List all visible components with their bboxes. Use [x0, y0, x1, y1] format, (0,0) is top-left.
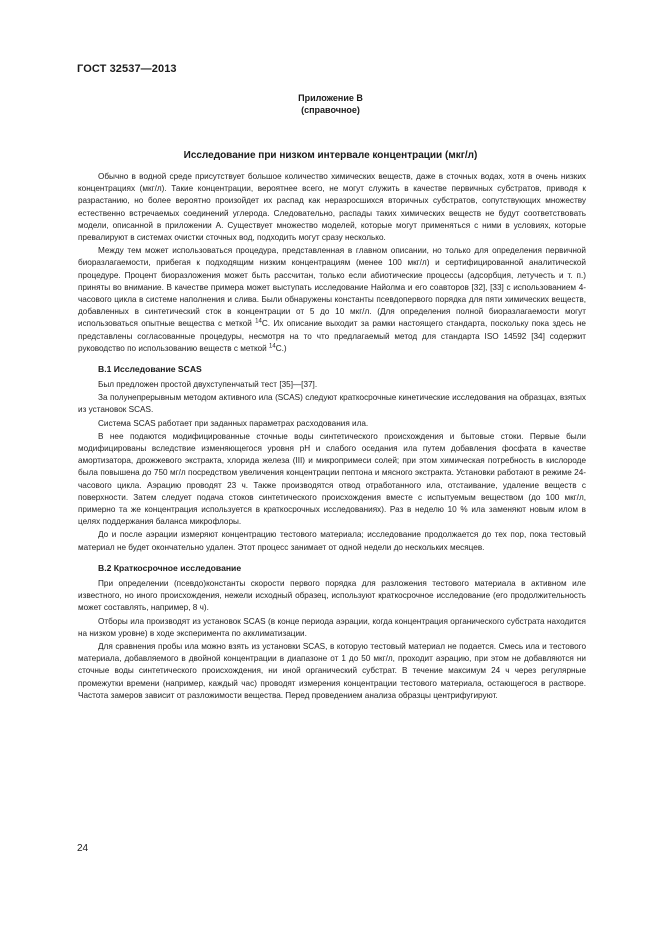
- section-b1-paragraph-4: В нее подаются модифицированные сточные воды синтетического происхождения и бытовые стоки. Первые были модифицированы вследствие изменяющегося уровня рН и слабого оседания ила путем добавления фосфата в качестве амортизатора, дрожжевого экстракта, хлорида железа (III) и микропримеси солей; при этом химическая потребность в кислороде была повышена до 750 мг/л посредством увеличения концентрации пептона и мясного экстракта. Установки работают в режиме 24-часового цикла. Аэрацию проводят 23 ч. Также производятся отвод отработанного ила, отстаивание, удаление веществ с поверхности. Затем следует подача стоков синтетического происхождения вместе с испытуемым веществом (до 100 мкг/л, примерно та же концентрация используется в краткосрочных исследованиях). Раз в неделю 10 % ила заменяют новым илом в целях поддержания баланса микрофлоры.: [78, 431, 586, 527]
- section-b1-paragraph-3: Система SCAS работает при заданных параметрах расходования ила.: [98, 418, 369, 428]
- section-b1-paragraph-5: До и после аэрации измеряют концентрацию тестового материала; исследование продолжается до тех пор, пока тестовый материал не будет окончательно удален. Этот процесс занимает от одной недели до нескольких месяцев.: [78, 530, 586, 552]
- page-title: Исследование при низком интервале концентрации (мкг/л): [183, 150, 478, 161]
- isotope-superscript-1: 14: [255, 318, 262, 325]
- section-b2-paragraph-1: При определении (псевдо)константы скорости первого порядка для разложения тестового материала в активном иле известного, но иного происхождения, нежели исходный образец, используют краткосрочное исследование (его продолжительность может составлять, например, 8 ч).: [78, 578, 586, 613]
- intro-paragraph-1: Обычно в водной среде присутствует большое количество химических веществ, даже в сточных водах, хотя в очень низких концентрациях (мкг/л). Такие концентрации, вероятнее всего, не могут служить в качестве первичных субстратов, приводя к разрастанию, но более вероятно произойдет их распад как неразросшихся вторичных субстратов, сопутствующих множеству естественно встречаемых соединений углерода. Следовательно, распады таких химических веществ не будут соответствовать модели, описанной в приложении А. Существует множество моделей, которые могут применяться с ними в условиях, которые превалируют в системах очистки сточных вод, подходить могут сразу несколько.: [78, 172, 586, 243]
- intro-paragraph-2-part-2: С. Их описание выходит за рамки настоящего стандарта, поскольку пока здесь не представлены согласованные процедуры, несмотря на то что предлагаемый метод для стандарта ISO 14592 [34] содержит руководство по использованию веществ с меткой: [78, 319, 586, 353]
- page-number: 24: [77, 843, 89, 854]
- appendix-heading: [0, 92, 661, 116]
- section-b1-paragraph-2: За полунепрерывным методом активного ила (SCAS) следуют краткосрочные кинетические исследования на образцах, взятых из установок SCAS.: [78, 393, 586, 415]
- section-b1-heading: В.1 Исследование SCAS: [98, 364, 202, 375]
- intro-paragraph-2-part-1: Между тем может использоваться процедура, представленная в главном описании, но только для определения первичной биоразлагаемости, прибегая к подходящим низким концентрациям (менее 100 мкг/л) и сертифицированной аналитической процедуре. Процент биоразложения может быть рассчитан, только если абиотические процессы (адсорбция, летучесть и т. п.) приняты во внимание. В качестве примера может выступать исследование Найолма и его соавторов [32], [33] с использованием 4-часового цикла в системе наполнения и слива. Были обнаружены константы псевдопервого порядка для пяти химических веществ, добавленных в синтетический сток в концентрации от 5 до 10 мкг/л. (Для определения полной биоразлагаемости могут использоваться опытные вещества с меткой: [78, 246, 586, 329]
- section-b1-paragraph-1: Был предложен простой двухступенчатый тест [35]—[37].: [98, 380, 318, 390]
- section-b2-paragraph-3: Для сравнения пробы ила можно взять из установки SCAS, в которую тестовый материал не подается. Смесь ила и тестового материала, добавляемого в двойной концентрации в диапазоне от 1 до 50 мкг/л, проходит аэрацию, при этом не добавляются ни сточные воды синтетического происхождения, ни иной органический субстрат. В течение максимум 24 ч через регулярные промежутки времени (например, каждый час) проводят измерения концентрации тестового материала, остающегося в растворе. Частота замеров зависит от разложимости вещества. Перед проведением анализа образцы центрифугируют.: [78, 641, 586, 700]
- intro-paragraph-2: [78, 245, 586, 355]
- isotope-superscript-2: 14: [269, 343, 276, 350]
- intro-paragraph-2-part-3: С.): [275, 343, 287, 353]
- standard-header: ГОСТ 32537—2013: [77, 63, 177, 75]
- section-b2-paragraph-2: Отборы ила производят из установок SCAS (в конце периода аэрации, когда концентрация органического субстрата находится на низком уровне) в ходе эксперимента по акклиматизации.: [78, 616, 586, 638]
- body-text: [78, 171, 586, 702]
- appendix-note: (справочное): [301, 105, 360, 115]
- appendix-label: Приложение В: [298, 93, 363, 103]
- section-b2-heading: В.2 Краткосрочное исследование: [98, 562, 242, 573]
